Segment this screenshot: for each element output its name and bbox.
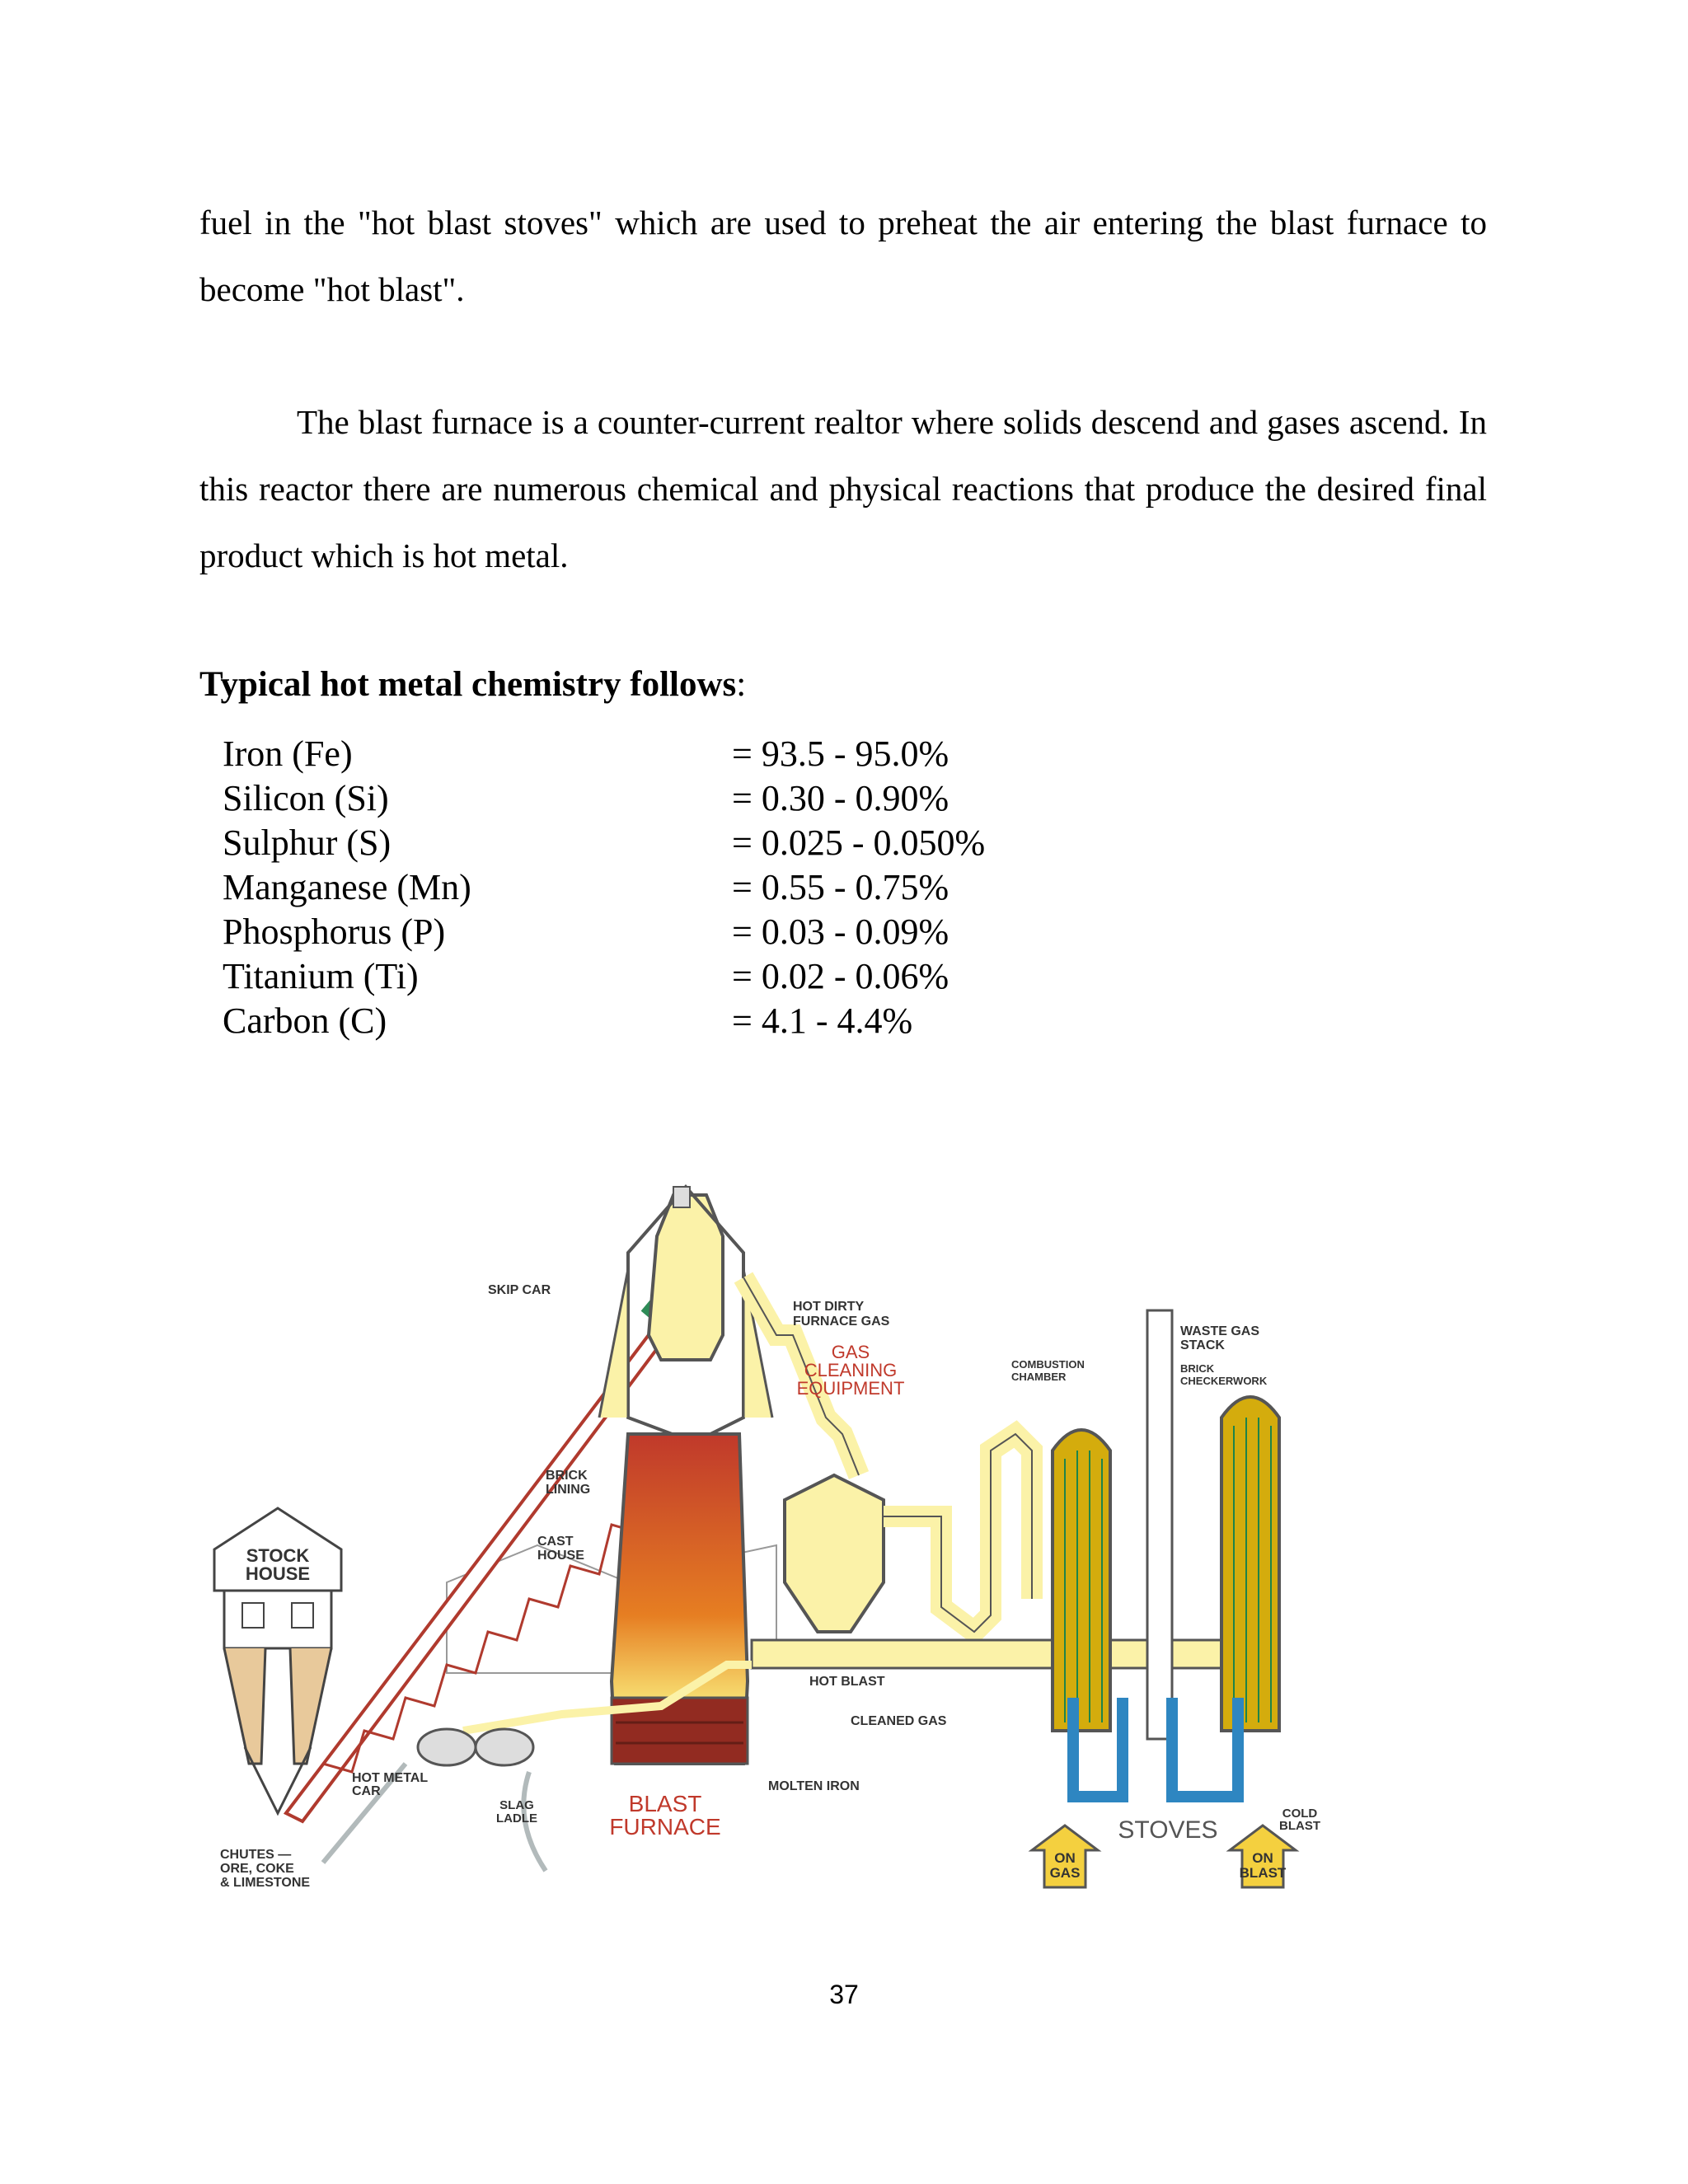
label-skip-car: SKIP CAR [488,1283,551,1297]
label-cast-house-1: CAST [537,1535,574,1549]
label-cast-house-2: HOUSE [537,1549,584,1563]
paragraph-counter-current: The blast furnace is a counter-current realtor where solids descend and gases ascend. In this reactor there are numerous chemical and physical reactions that produce the desired final product which is hot metal. [199,403,1487,574]
blast-furnace-figure [199,1170,1329,1924]
label-on-blast-2: BLAST [1239,1865,1287,1881]
chemistry-list [223,732,985,1043]
label-cold-blast-1: COLD [1282,1807,1318,1821]
chemistry-value: = 0.03 - 0.09% [732,912,950,952]
label-molten-iron: MOLTEN IRON [768,1779,860,1793]
label-stock-house-2: HOUSE [245,1563,311,1584]
chemistry-heading [199,664,746,705]
label-on-blast-1: ON [1252,1850,1273,1866]
chemistry-element: Carbon (C) [223,1001,387,1041]
label-slag-ladle-1: SLAG [499,1798,534,1812]
chemistry-row [223,954,985,999]
label-hot-blast: HOT BLAST [809,1675,885,1689]
label-stoves: STOVES [1118,1816,1218,1844]
label-gas-cleaning-3: EQUIPMENT [796,1378,905,1399]
label-chutes-2: ORE, COKE [220,1862,294,1876]
chemistry-row [223,821,985,865]
blast-furnace-diagram [199,1170,1329,1924]
chemistry-row [223,732,985,776]
label-brick-lining-1: BRICK [546,1469,588,1483]
chemistry-row [223,999,985,1043]
label-gas-cleaning-1: GAS [831,1342,870,1362]
chemistry-value: = 0.30 - 0.90% [732,778,950,818]
label-chutes-1: CHUTES — [220,1848,292,1862]
chemistry-value: = 4.1 - 4.4% [732,1001,913,1041]
label-gas-cleaning-2: CLEANING [804,1360,898,1380]
label-on-gas-2: GAS [1049,1865,1081,1881]
chemistry-element: Iron (Fe) [223,733,353,774]
chemistry-heading-colon: : [736,665,747,704]
label-hot-metal-car-2: CAR [352,1784,381,1798]
page-number: 37 [829,1980,859,2009]
chemistry-element: Titanium (Ti) [223,956,419,996]
chemistry-element: Phosphorus (P) [223,912,446,952]
chemistry-element: Sulphur (S) [223,823,392,863]
blast-furnace-body [612,1434,748,1764]
label-chutes-3: & LIMESTONE [220,1876,311,1890]
chemistry-value: = 0.55 - 0.75% [732,867,950,907]
label-cleaned-gas: CLEANED GAS [851,1714,947,1728]
waste-gas-stack [1147,1310,1172,1739]
label-combustion-2: CHAMBER [1011,1371,1067,1383]
label-on-gas-1: ON [1054,1850,1076,1866]
chemistry-value: = 93.5 - 95.0% [732,733,950,774]
label-blast-furnace-1: BLAST [628,1791,702,1816]
label-stock-house-1: STOCK [246,1545,310,1566]
label-slag-ladle-2: LADLE [496,1811,537,1825]
label-combustion-1: COMBUSTION [1011,1358,1085,1371]
chemistry-row [223,865,985,910]
label-waste-gas-2: STACK [1180,1338,1225,1352]
label-brick-lining-2: LINING [546,1483,591,1497]
stove-1 [1053,1430,1110,1731]
chemistry-row [223,776,985,821]
label-cold-blast-2: BLAST [1279,1819,1320,1833]
label-hot-metal-car-1: HOT METAL [352,1771,429,1785]
label-hot-dirty-1: HOT DIRTY [793,1300,865,1314]
chemistry-value: = 0.02 - 0.06% [732,956,950,996]
label-brick-checker-2: CHECKERWORK [1180,1375,1268,1387]
paragraph-hot-blast: fuel in the "hot blast stoves" which are used to preheat the air entering the blast furnace to become "hot blast". [199,204,1487,308]
chemistry-row [223,910,985,954]
label-blast-furnace-2: FURNACE [609,1814,721,1840]
chemistry-element: Silicon (Si) [223,778,389,818]
chemistry-element: Manganese (Mn) [223,867,471,907]
label-hot-dirty-2: FURNACE GAS [793,1315,890,1329]
chemistry-value: = 0.025 - 0.050% [732,823,986,863]
chemistry-heading-bold: Typical hot metal chemistry follows [199,665,737,704]
label-waste-gas-1: WASTE GAS [1180,1324,1260,1338]
stove-2 [1221,1397,1279,1731]
label-brick-checker-1: BRICK [1180,1362,1215,1375]
